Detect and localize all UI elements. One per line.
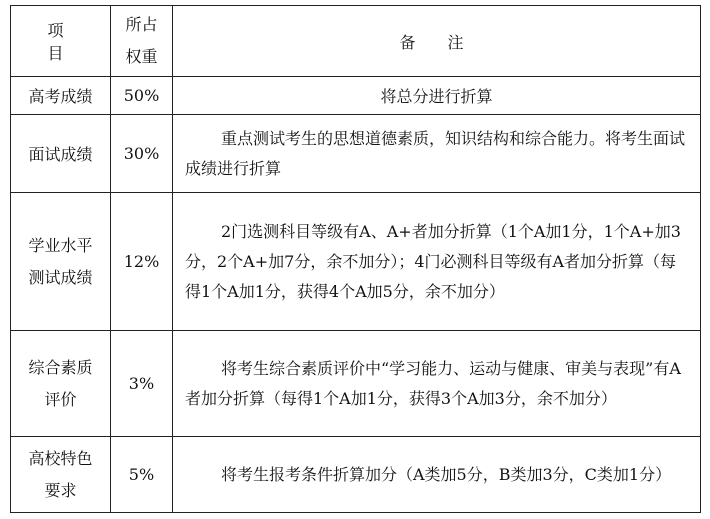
row-item-line2: 评价 (44, 389, 77, 409)
table-row (11, 115, 701, 193)
header-weight-line1: 所占 (125, 15, 158, 34)
row-item: 高考成绩 (11, 77, 111, 115)
row-item (11, 331, 111, 437)
table-row (11, 437, 701, 513)
table-row (11, 193, 701, 331)
row-weight: 50% (111, 77, 173, 115)
scoring-table-container (10, 5, 701, 513)
row-note-text: 2门选测科目等级有A、A+者加分折算（1个A加1分，1个A+加3分，2个A+加7分，余不加分）；4门必测科目等级有A者加分折算（每得1个A加1分，获得4个A加5分，余不加分） (185, 221, 681, 301)
row-note-text: 将考生报考条件折算加分（A类加5分，B类加3分，C类加1分） (221, 464, 672, 484)
row-item-line1: 高校特色 (28, 448, 93, 468)
row-item-line1: 学业水平 (28, 235, 93, 255)
table-header-row (11, 6, 701, 77)
row-weight: 3% (111, 331, 173, 437)
row-item: 面试成绩 (11, 115, 111, 193)
header-weight (111, 6, 173, 77)
header-weight-line2: 权重 (125, 47, 158, 66)
row-note: 将总分进行折算 (173, 77, 701, 115)
row-note (173, 437, 701, 513)
row-weight: 12% (111, 193, 173, 331)
row-item-line1: 综合素质 (28, 357, 93, 377)
row-item (11, 193, 111, 331)
row-weight: 30% (111, 115, 173, 193)
header-item: 项目 (11, 6, 111, 77)
table-row (11, 331, 701, 437)
row-item-line2: 要求 (44, 480, 77, 500)
row-note-text: 将考生综合素质评价中“学习能力、运动与健康、审美与表现”有A者加分折算（每得1个A加1分，获得3个A加3分，余不加分） (185, 358, 681, 408)
row-item (11, 437, 111, 513)
row-note (173, 115, 701, 193)
row-note (173, 331, 701, 437)
header-note: 备注 (173, 6, 701, 77)
row-note (173, 193, 701, 331)
row-weight: 5% (111, 437, 173, 513)
table-row (11, 77, 701, 115)
row-note-text: 重点测试考生的思想道德素质，知识结构和综合能力。将考生面试成绩进行折算 (185, 128, 686, 178)
scoring-table (10, 5, 701, 513)
row-item-line2: 测试成绩 (28, 267, 93, 287)
